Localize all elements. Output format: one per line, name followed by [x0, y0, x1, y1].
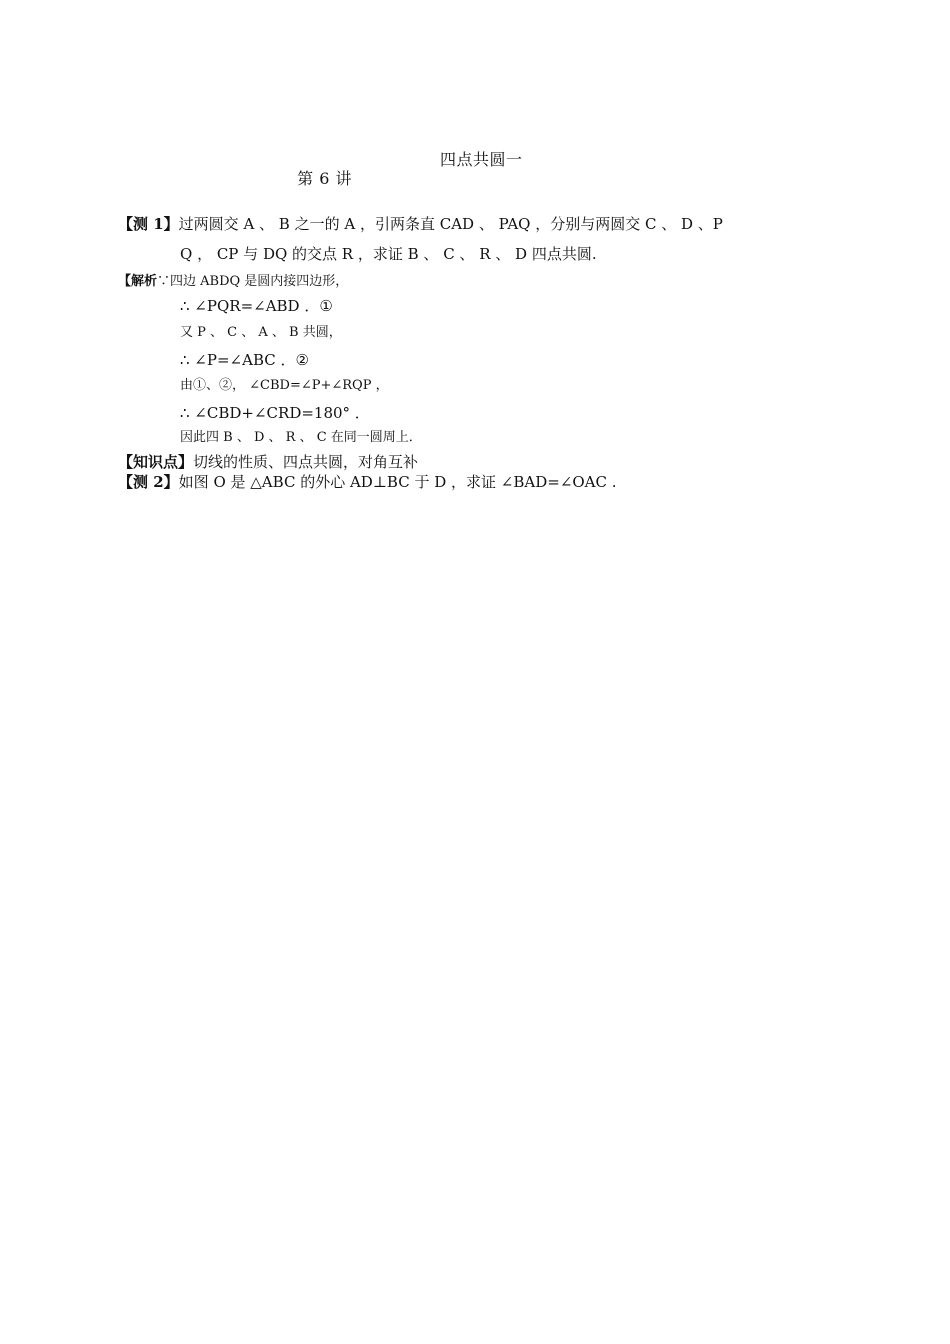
problem1-line2: Q ， CP 与 DQ 的交点 R ，求证 B 、 C 、 R 、 D 四点共圆. [180, 245, 597, 263]
lecture-topic: 四点共圆一 [440, 150, 523, 169]
solution-step3: ∴ ∠P=∠ABC ．② [180, 351, 309, 369]
solution-text-line1: ∵四边 ABDQ 是圆内接四边形， [157, 274, 349, 289]
problem2-label: 【测 2】 [118, 473, 179, 491]
problem1-text-line1: 过两圆交 A 、 B 之一的 A ，引两条直 CAD 、 PAQ ，分别与两圆交 C 、 D 、P [178, 215, 723, 233]
knowledge-text: 切线的性质、四点共圆，对角互补 [193, 453, 419, 471]
knowledge-line [118, 452, 418, 472]
lecture-number: 第 6 讲 [297, 169, 353, 188]
solution-step2: 又 P 、 C 、 A 、 B 共圆， [180, 325, 342, 340]
solution-step6: 因此四 B 、 D 、 R 、 C 在同一圆周上． [180, 430, 422, 445]
solution-step1: ∴ ∠PQR=∠ABD ．① [180, 297, 333, 315]
solution-line1 [118, 270, 348, 292]
problem1-line1 [118, 214, 723, 234]
solution-step4: 由①、②， ∠CBD=∠P+∠RQP ， [180, 378, 389, 393]
knowledge-label: 【知识点】 [118, 453, 194, 471]
solution-step5: ∴ ∠CBD+∠CRD=180° ． [180, 404, 370, 422]
lecture-title [286, 147, 523, 208]
problem1-label: 【测 1】 [118, 215, 179, 233]
problem2-text: 如图 O 是 △ABC 的外心 AD⊥BC 于 D ，求证 ∠BAD=∠OAC . [178, 473, 617, 491]
solution-label: 【解析 [118, 274, 158, 289]
problem2-line [118, 472, 617, 492]
